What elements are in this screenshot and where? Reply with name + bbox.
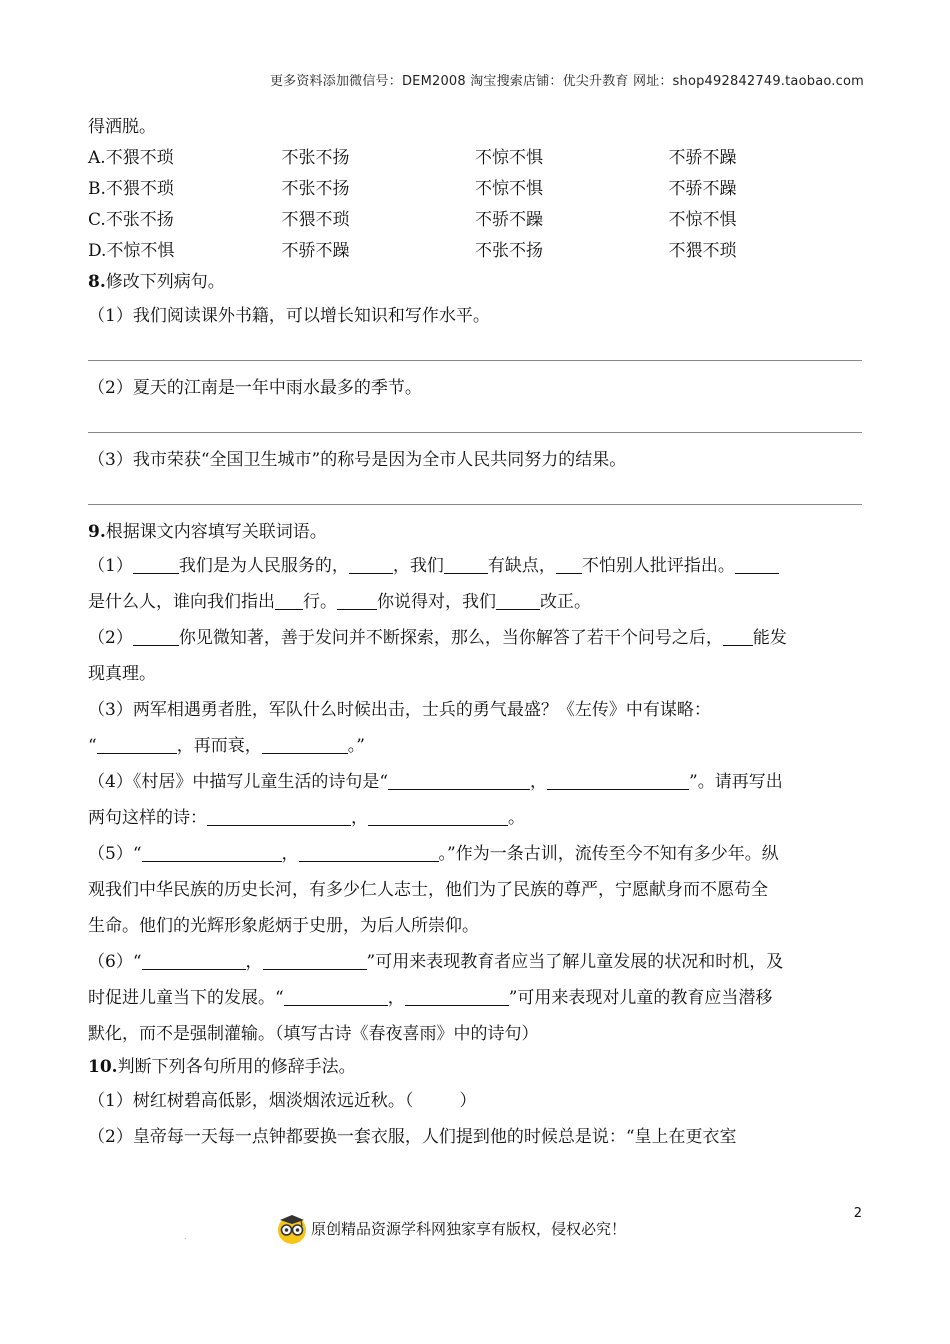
option-cell: 不惊不惧 (668, 210, 737, 230)
page-footer (275, 1211, 626, 1245)
page-number: 2 (853, 1206, 862, 1221)
option-cell: 不张不扬 (281, 148, 350, 168)
fill-blank[interactable] (133, 555, 179, 574)
q9-item-6-line-3: 默化，而不是强制灌输。（填写古诗《春夜喜雨》中的诗句） (88, 1024, 539, 1044)
option-cell: 不骄不躁 (668, 148, 737, 168)
fill-blank[interactable] (368, 807, 508, 826)
option-row-a (88, 143, 862, 174)
footer-dot: . (184, 1232, 187, 1241)
q8-item-1: （1）我们阅读课外书籍，可以增长知识和写作水平。 (88, 306, 490, 326)
option-cell: 不张不扬 (475, 241, 543, 261)
option-row-c (88, 205, 862, 236)
q9-item-4-line-2: 两句这样的诗： ， 。 (88, 808, 525, 828)
option-cell: 不张不扬 (281, 179, 350, 199)
fill-blank[interactable] (275, 591, 303, 610)
q9-item-5-line-3: 生命。他们的光辉形象彪炳于史册，为后人所崇仰。 (88, 916, 479, 936)
fill-blank[interactable] (349, 555, 393, 574)
fill-blank[interactable] (142, 951, 246, 970)
document-body (88, 112, 862, 1155)
fill-blank[interactable] (263, 951, 367, 970)
fill-blank[interactable] (405, 987, 509, 1006)
answer-line[interactable] (88, 332, 862, 361)
option-cell: 不猥不琐 (668, 241, 737, 261)
q10-title: 10.判断下列各句所用的修辞手法。 (88, 1057, 356, 1077)
option-cell: 不惊不惧 (475, 179, 543, 199)
answer-line[interactable] (88, 404, 862, 433)
q10-item-2: （2）皇帝每一天每一点钟都要换一套衣服，人们提到他的时候总是说：“皇上在更衣室 (88, 1127, 737, 1147)
fill-blank[interactable] (547, 771, 689, 790)
option-cell: D.不惊不惧 (88, 241, 175, 261)
option-row-d (88, 236, 862, 267)
option-cell: 不骄不躁 (281, 241, 350, 261)
q9-item-2-line-2: 现真理。 (88, 664, 156, 684)
option-cell: C.不张不扬 (88, 210, 174, 230)
q8-item-3: （3）我市荣获“全国卫生城市”的称号是因为全市人民共同努力的结果。 (88, 450, 627, 470)
q9-item-6-line-1: （6）“ ， ”可用来表现教育者应当了解儿童发展的状况和时机，及 (88, 952, 784, 972)
q9-item-3-line-2: “ ，再而衰， 。” (88, 736, 365, 756)
fill-blank[interactable] (284, 987, 388, 1006)
fill-blank[interactable] (496, 591, 540, 610)
q9-item-5-line-2: 观我们中华民族的历史长河，有多少仁人志士，他们为了民族的尊严，宁愿献身而不愿苟全 (88, 880, 768, 900)
q8-title: 8.修改下列病句。 (88, 272, 225, 292)
option-row-b (88, 174, 862, 205)
option-cell: B.不猥不琐 (88, 179, 174, 199)
fill-blank[interactable] (299, 843, 439, 862)
fill-blank[interactable] (337, 591, 377, 610)
q10-item-1: （1）树红树碧高低影，烟淡烟浓远近秋。（ ） (88, 1091, 477, 1111)
q9-item-6-line-2: 时促进儿童当下的发展。“ ， ”可用来表现对儿童的教育应当潜移 (88, 988, 773, 1008)
fill-blank[interactable] (723, 627, 753, 646)
fill-blank[interactable] (262, 735, 348, 754)
fill-blank[interactable] (735, 555, 779, 574)
fill-blank[interactable] (142, 843, 282, 862)
owl-logo-icon (275, 1211, 309, 1245)
q9-item-5-line-1: （5）“ ， 。”作为一条古训，流传至今不知有多少年。纵 (88, 844, 779, 864)
q9-title: 9.根据课文内容填写关联词语。 (88, 522, 327, 542)
fill-blank[interactable] (97, 735, 177, 754)
q7-options (88, 143, 862, 267)
fill-blank[interactable] (133, 627, 179, 646)
q9-item-4-line-1: （4）《村居》中描写儿童生活的诗句是“ ， ”。请再写出 (88, 772, 783, 792)
q9-item-2-line-1: （2） 你见微知著，善于发问并不断探索，那么，当你解答了若干个问号之后， 能发 (88, 628, 787, 648)
continuation-text: 得洒脱。 (88, 117, 156, 137)
fill-blank[interactable] (207, 807, 351, 826)
option-cell: 不骄不躁 (475, 210, 543, 230)
copyright-notice: 原创精品资源学科网独家享有版权，侵权必究！ (311, 1219, 627, 1238)
q9-item-1-line-1: （1） 我们是为人民服务的， ，我们 有缺点， 不怕别人批评指出。 (88, 548, 862, 584)
answer-line[interactable] (88, 476, 862, 505)
fill-blank[interactable] (388, 771, 530, 790)
option-cell: 不惊不惧 (475, 148, 543, 168)
option-cell: 不猥不琐 (281, 210, 350, 230)
option-cell: A.不猥不琐 (88, 148, 174, 168)
option-cell: 不骄不躁 (668, 179, 737, 199)
q9-item-3-line-1: （3）两军相遇勇者胜，军队什么时候出击，士兵的勇气最盛？《左传》中有谋略： (88, 700, 711, 720)
q8-item-2: （2）夏天的江南是一年中雨水最多的季节。 (88, 378, 422, 398)
q9-item-1-line-2: 是什么人，谁向我们指出 行。 你说得对，我们 改正。 (88, 592, 591, 612)
fill-blank[interactable] (444, 555, 488, 574)
fill-blank[interactable] (556, 555, 582, 574)
page-header: 更多资料添加微信号：DEM2008 淘宝搜索店铺：优尖升教育 网址：shop492842749.taobao.com (269, 74, 864, 89)
